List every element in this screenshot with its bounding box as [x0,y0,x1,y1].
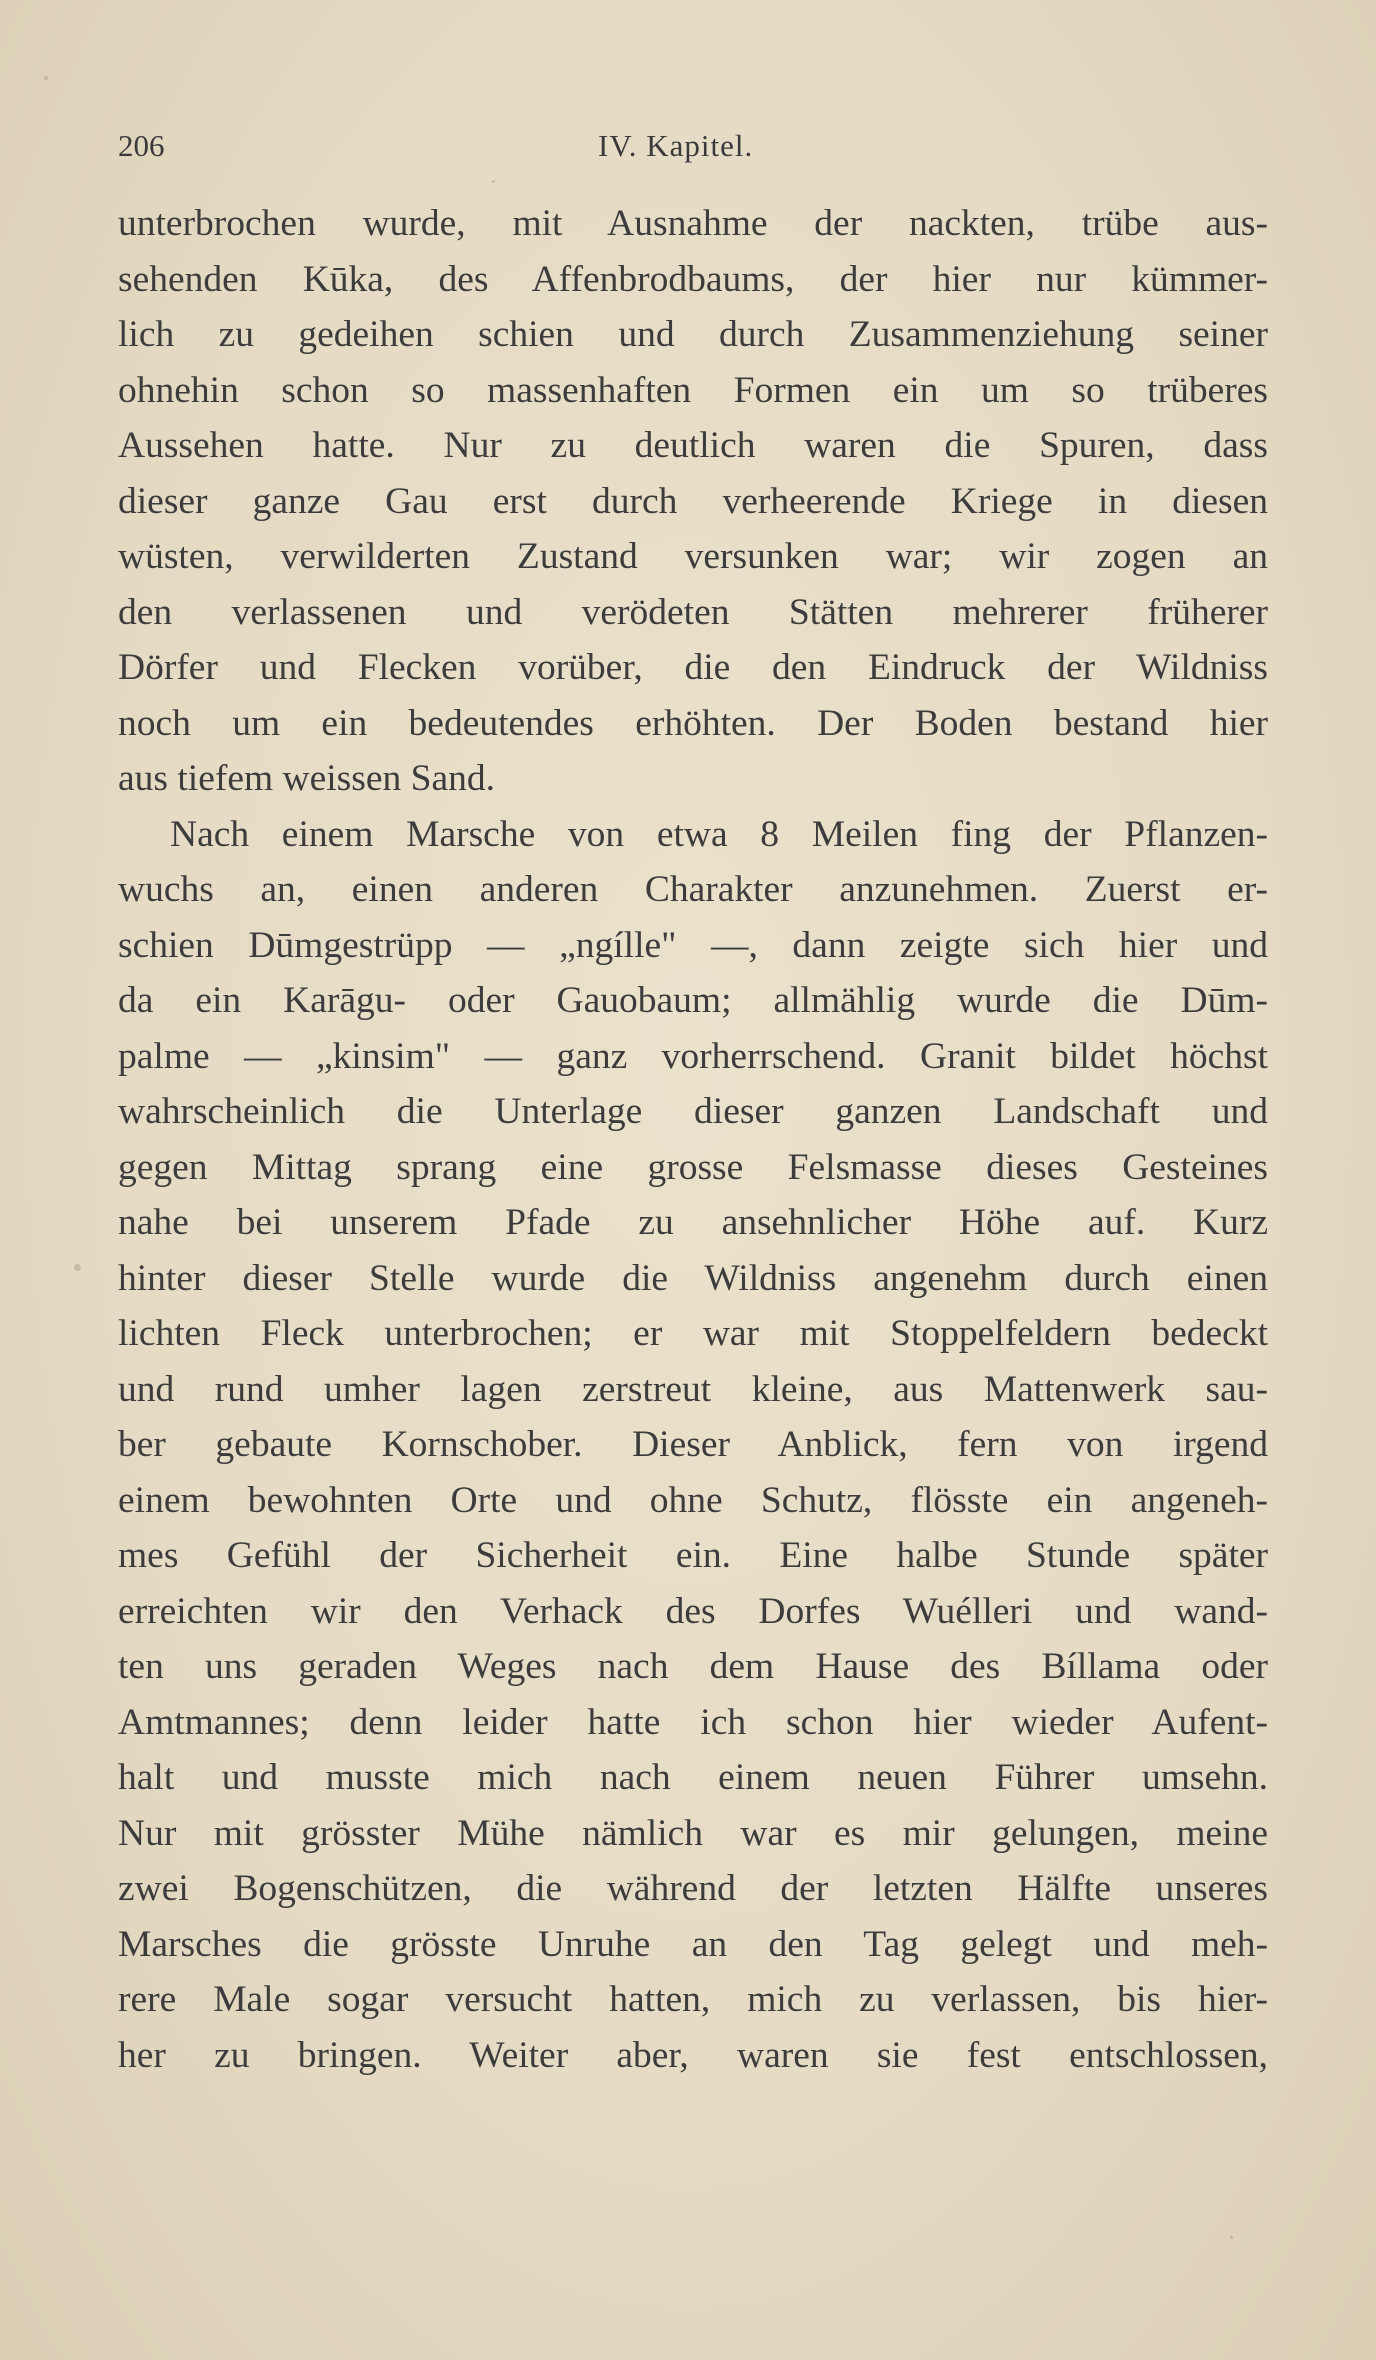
paper-speck [1230,2236,1233,2239]
text-line: mes Gefühl der Sicherheit ein. Eine halbe Stunde später [118,1535,1268,1576]
text-line: wahrscheinlich die Unterlage dieser ganzen Landschaft und [118,1091,1268,1132]
text-line: palme — „kinsim" — ganz vorherrschend. Granit bildet höchst [118,1035,1268,1077]
text-line: rere Male sogar versucht hatten, mich zu verlassen, bis hier- [118,1979,1268,2020]
text-line: dieser ganze Gau erst durch verheerende Kriege in diesen [118,480,1268,522]
text-line: ohnehin schon so massenhaften Formen ein um so trüberes [118,369,1268,411]
text-line: hinter dieser Stelle wurde die Wildniss angenehm durch einen [118,1257,1268,1299]
text-line: wüsten, verwilderten Zustand versunken war; wir zogen an [118,536,1268,577]
text-line: lichten Fleck unterbrochen; er war mit Stoppelfeldern bedeckt [118,1313,1268,1354]
text-line: und rund umher lagen zerstreut kleine, aus Mattenwerk sau- [118,1368,1268,1410]
text-line: her zu bringen. Weiter aber, waren sie fest entschlossen, [118,2034,1268,2076]
text-line: da ein Karāgu- oder Gauobaum; allmählig wurde die Dūm- [118,980,1268,1021]
text-line: sehenden Kūka, des Affenbrodbaums, der hier nur kümmer- [118,258,1268,300]
text-line: nahe bei unserem Pfade zu ansehnlicher Höhe auf. Kurz [118,1202,1268,1243]
text-line: Nach einem Marsche von etwa 8 Meilen fing der Pflanzen- [170,813,1268,855]
text-line: lich zu gedeihen schien und durch Zusammenziehung seiner [118,314,1268,355]
text-line: halt und musste mich nach einem neuen Führer umsehn. [118,1757,1268,1798]
running-head: IV. Kapitel. [598,128,754,163]
text-line: gegen Mittag sprang eine grosse Felsmasse dieses Gesteines [118,1146,1268,1188]
body-text [118,196,1268,2083]
text-line: Nur mit grösster Mühe nämlich war es mir gelungen, meine [118,1812,1268,1854]
paper-speck [492,180,495,183]
text-line: Marsches die grösste Unruhe an den Tag gelegt und meh- [118,1923,1268,1965]
text-line: Aussehen hatte. Nur zu deutlich waren die Spuren, dass [118,425,1268,466]
page-number: 206 [118,128,165,163]
paper-speck [74,1264,81,1271]
paper-speck [44,76,48,80]
text-line: zwei Bogenschützen, die während der letzten Hälfte unseres [118,1868,1268,1909]
text-line: noch um ein bedeutendes erhöhten. Der Boden bestand hier [118,702,1268,744]
text-line: Amtmannes; denn leider hatte ich schon hier wieder Aufent- [118,1701,1268,1743]
text-line: wuchs an, einen anderen Charakter anzunehmen. Zuerst er- [118,869,1268,910]
text-line: Dörfer und Flecken vorüber, die den Eindruck der Wildniss [118,647,1268,688]
text-line: ber gebaute Kornschober. Dieser Anblick, fern von irgend [118,1424,1268,1465]
text-line: aus tiefem weissen Sand. [118,758,495,799]
text-line: erreichten wir den Verhack des Dorfes Wuélleri und wand- [118,1590,1268,1632]
text-line: schien Dūmgestrüpp — „ngílle" —, dann zeigte sich hier und [118,924,1268,966]
page-header [118,124,1268,174]
text-line: unterbrochen wurde, mit Ausnahme der nackten, trübe aus- [118,203,1268,244]
text-line: den verlassenen und verödeten Stätten mehrerer früherer [118,591,1268,633]
text-line: ten uns geraden Weges nach dem Hause des Bíllama oder [118,1646,1268,1687]
text-line: einem bewohnten Orte und ohne Schutz, flösste ein angeneh- [118,1479,1268,1521]
